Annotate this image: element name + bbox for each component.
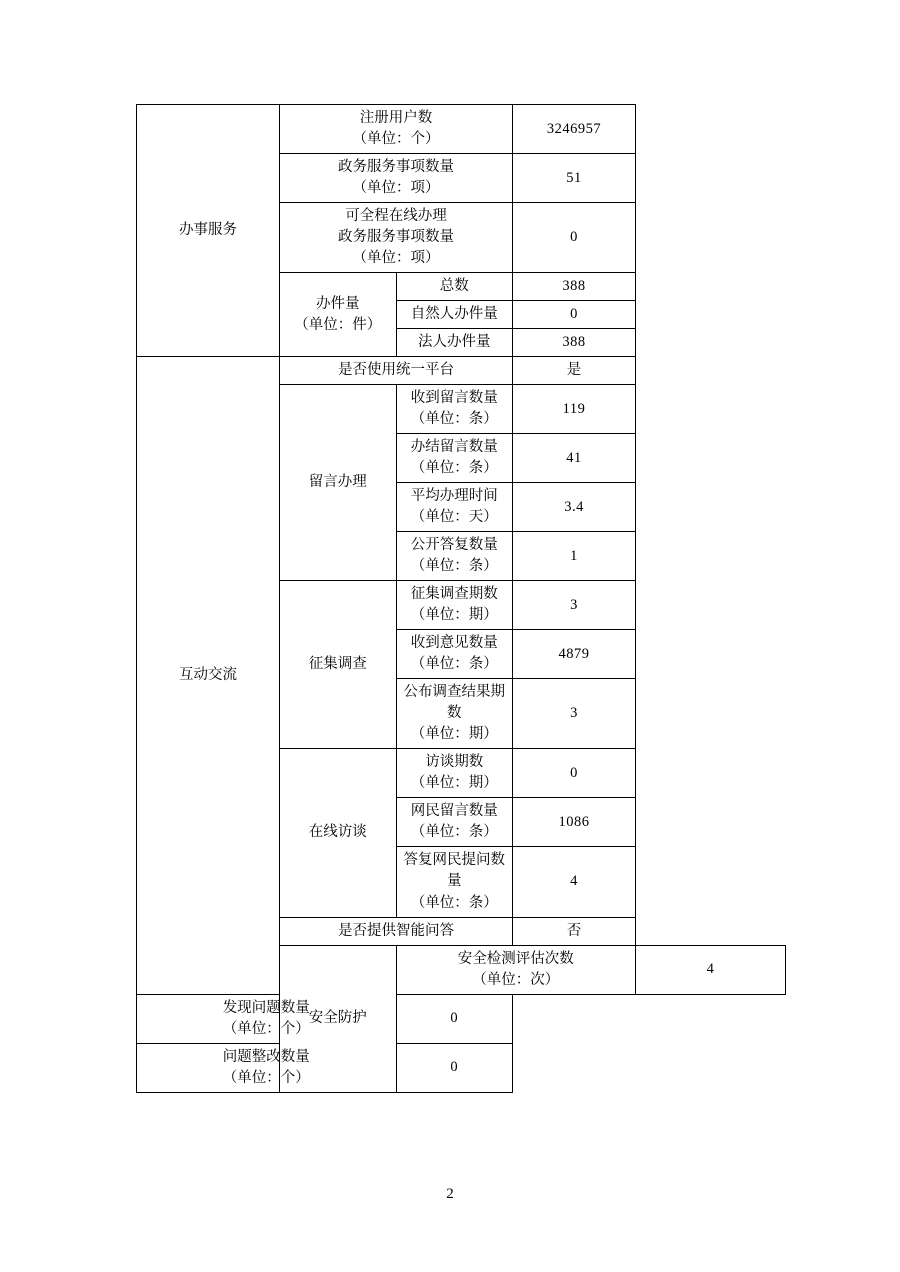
value-cell-published-results: 3 — [513, 679, 636, 749]
item-cell-survey: 征集调查 — [280, 581, 397, 749]
item-label-line2: （单位：件） — [294, 316, 382, 333]
item-label-line1: 发现问题数量 — [222, 999, 310, 1016]
value-cell-netizen-messages: 1086 — [513, 798, 636, 847]
sub-label-line1: 答复网民提问数量 — [403, 852, 505, 890]
report-table-container — [136, 104, 786, 1093]
value-cell-messages-received: 119 — [513, 385, 636, 434]
sub-label-line1: 办结留言数量 — [410, 439, 498, 456]
item-cell-issues-fixed — [137, 1043, 397, 1092]
item-label-line2: （单位：个） — [222, 1069, 310, 1086]
sub-label-line2: （单位：期） — [410, 726, 498, 743]
sub-label-published-results — [396, 679, 513, 749]
value-cell-unified-platform: 是 — [513, 357, 636, 385]
item-cell-service-items-count — [280, 154, 513, 203]
sub-label-natural-person: 自然人办件量 — [396, 301, 513, 329]
value-cell-netizen-replies: 4 — [513, 847, 636, 917]
sub-label-line2: （单位：条） — [410, 824, 498, 841]
value-cell-security-assessments: 4 — [636, 945, 786, 994]
sub-label-line1: 公布调查结果期数 — [403, 684, 505, 722]
item-cell-security-assessments — [396, 945, 636, 994]
sub-label-line2: （单位：条） — [410, 894, 498, 911]
table-row — [137, 357, 786, 385]
sub-label-interview-count — [396, 749, 513, 798]
sub-label-line1: 征集调查期数 — [410, 586, 498, 603]
sub-label-average-time — [396, 483, 513, 532]
sub-label-line2: （单位：期） — [410, 775, 498, 792]
value-cell-average-time: 3.4 — [513, 483, 636, 532]
category-cell-security: 安全防护 — [280, 945, 397, 1092]
sub-label-line1: 平均办理时间 — [410, 488, 498, 505]
table-row — [137, 105, 786, 154]
table-row — [137, 994, 786, 1043]
sub-label-line1: 收到意见数量 — [410, 635, 498, 652]
value-cell-natural-person: 0 — [513, 301, 636, 329]
value-cell-issues-fixed: 0 — [396, 1043, 513, 1092]
value-cell-legal-person: 388 — [513, 329, 636, 357]
sub-label-line1: 访谈期数 — [425, 754, 484, 771]
item-label-line2: 政务服务事项数量 — [338, 229, 454, 246]
value-cell-service-items-count: 51 — [513, 154, 636, 203]
sub-label-line2: （单位：条） — [410, 460, 498, 477]
sub-label-line2: （单位：期） — [410, 607, 498, 624]
value-cell-public-replies: 1 — [513, 532, 636, 581]
item-label-line2: （单位：个） — [222, 1020, 310, 1037]
category-cell-interaction: 互动交流 — [137, 357, 280, 994]
sub-label-line2: （单位：条） — [410, 558, 498, 575]
value-cell-smart-qa: 否 — [513, 917, 636, 945]
item-cell-smart-qa: 是否提供智能问答 — [280, 917, 513, 945]
page-number: 2 — [446, 1186, 454, 1202]
item-cell-online-interview: 在线访谈 — [280, 749, 397, 917]
item-cell-handled-volume — [280, 273, 397, 357]
item-cell-unified-platform: 是否使用统一平台 — [280, 357, 513, 385]
sub-label-survey-count — [396, 581, 513, 630]
value-cell-interview-count: 0 — [513, 749, 636, 798]
item-label-line1: 问题整改数量 — [222, 1048, 310, 1065]
government-website-report-table — [136, 104, 786, 1093]
item-label-line1: 可全程在线办理 — [345, 208, 447, 225]
item-label-line1: 办件量 — [316, 295, 360, 312]
item-label-line1: 安全检测评估次数 — [457, 950, 574, 967]
sub-label-line1: 网民留言数量 — [410, 803, 498, 820]
value-cell-messages-completed: 41 — [513, 434, 636, 483]
sub-label-line2: （单位：条） — [410, 656, 498, 673]
value-cell-full-online-items: 0 — [513, 203, 636, 273]
sub-label-public-replies — [396, 532, 513, 581]
item-label-line1: 注册用户数 — [359, 110, 433, 126]
sub-label-line2: （单位：天） — [410, 509, 498, 526]
item-label-line1: 政务服务事项数量 — [338, 159, 454, 176]
item-cell-message-handling: 留言办理 — [280, 385, 397, 581]
value-cell-total: 388 — [513, 273, 636, 301]
category-cell-service: 办事服务 — [137, 105, 280, 357]
value-cell-survey-count: 3 — [513, 581, 636, 630]
sub-label-legal-person: 法人办件量 — [396, 329, 513, 357]
sub-label-messages-completed — [396, 434, 513, 483]
sub-label-netizen-messages — [396, 798, 513, 847]
sub-label-total: 总数 — [396, 273, 513, 301]
sub-label-line1: 收到留言数量 — [410, 390, 498, 407]
item-cell-registered-users — [280, 105, 513, 154]
item-label-line2: （单位：次） — [472, 971, 560, 988]
sub-label-messages-received — [396, 385, 513, 434]
value-cell-issues-found: 0 — [396, 994, 513, 1043]
sub-label-netizen-replies — [396, 847, 513, 917]
table-row — [137, 1043, 786, 1092]
item-label-line3: （单位：项） — [352, 250, 440, 267]
sub-label-line2: （单位：条） — [410, 411, 498, 428]
item-cell-full-online-items — [280, 203, 513, 273]
sub-label-opinions-received — [396, 630, 513, 679]
item-label-line2: （单位：项） — [352, 180, 440, 197]
value-cell-opinions-received: 4879 — [513, 630, 636, 679]
value-cell-registered-users: 3246957 — [513, 105, 636, 154]
sub-label-line1: 公开答复数量 — [410, 537, 498, 554]
item-label-line2: （单位：个） — [352, 131, 440, 148]
